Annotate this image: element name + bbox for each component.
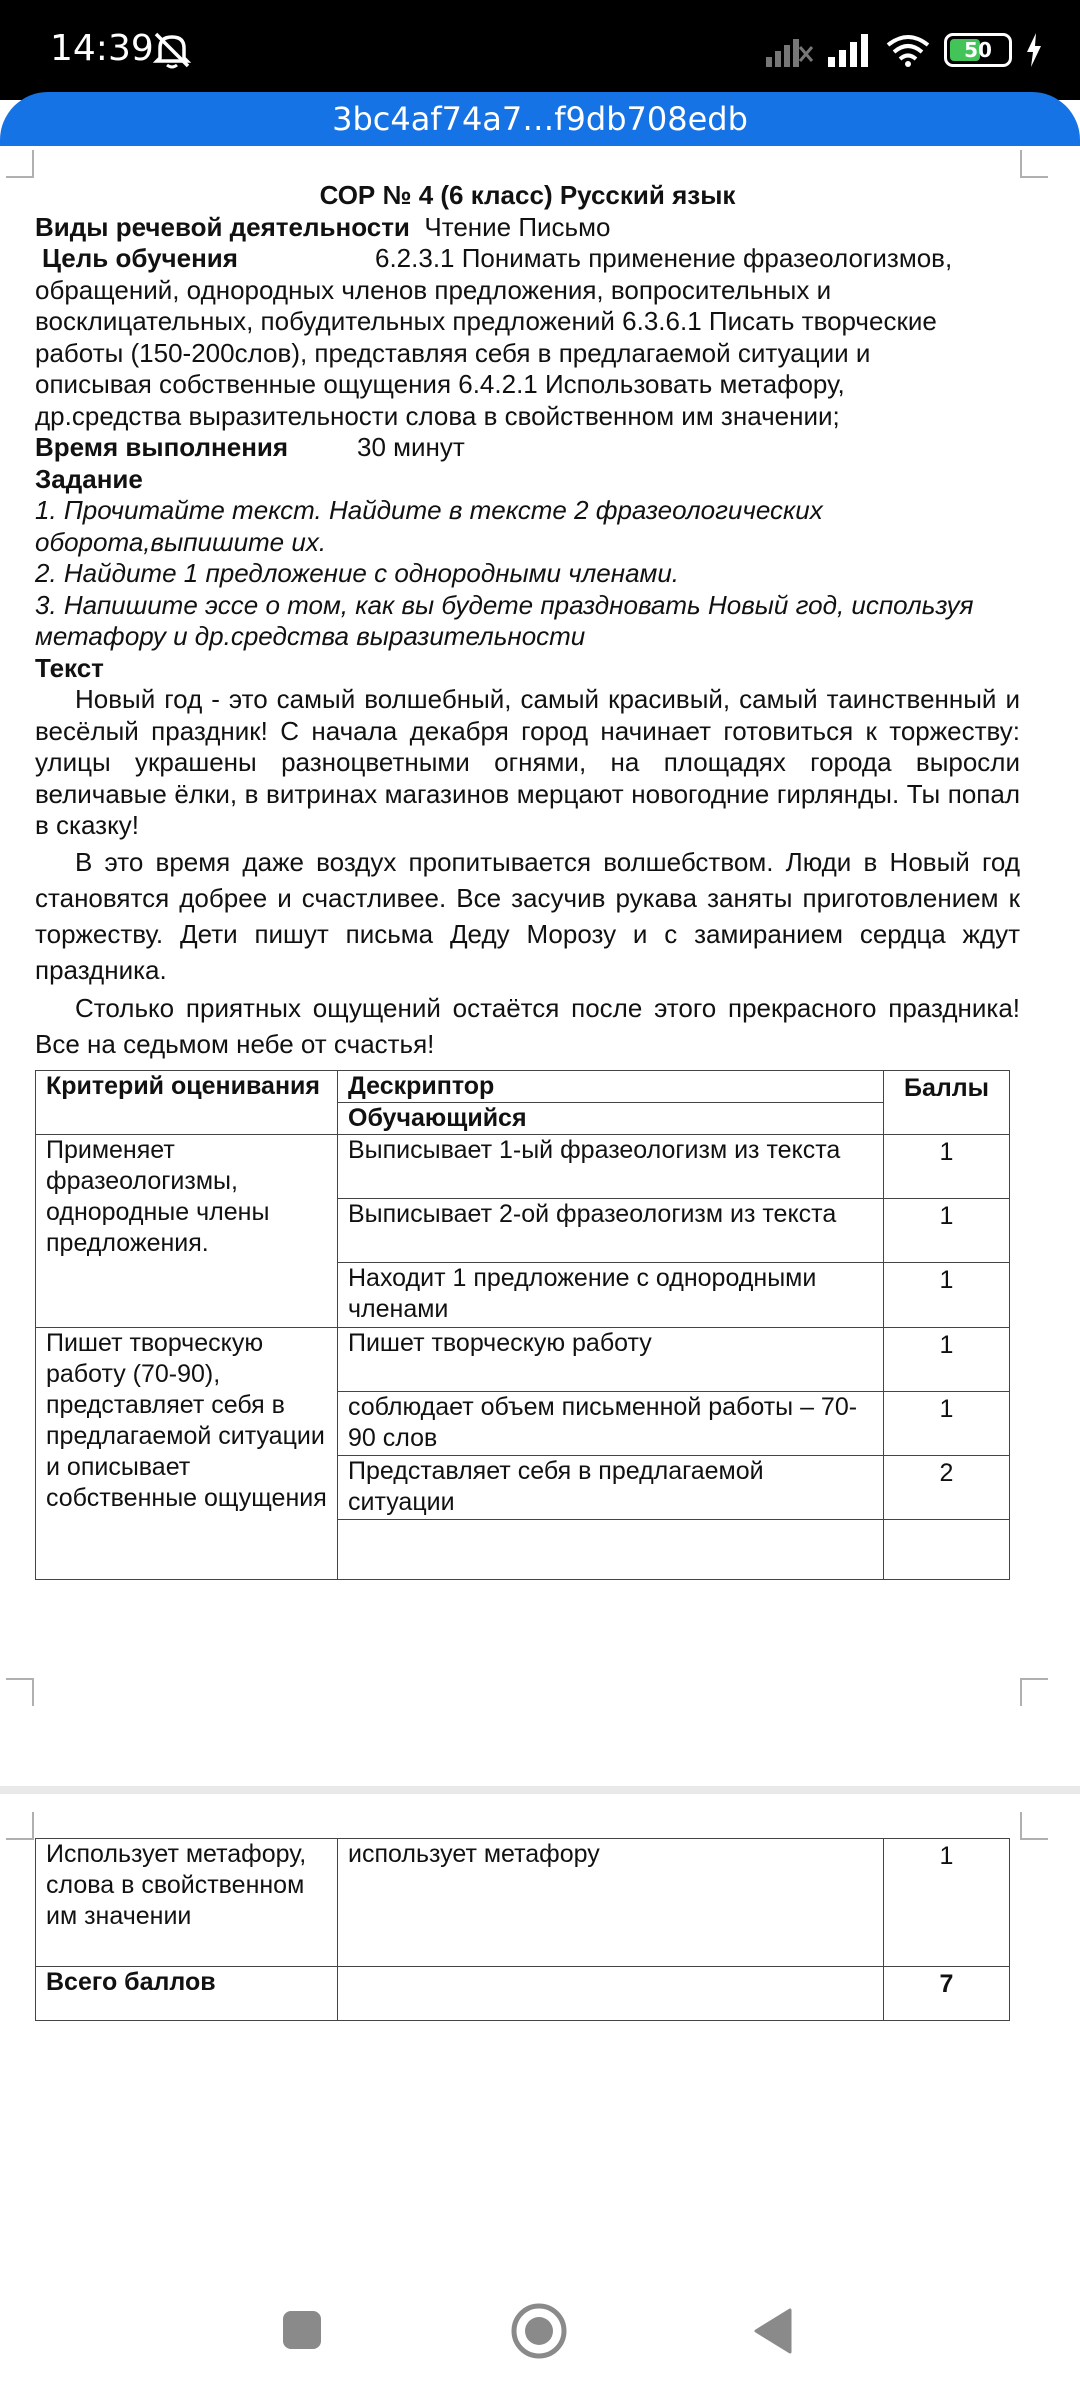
descriptor-cell: Выписывает 1-ый фразеологизм из текста (338, 1135, 884, 1199)
time-row (35, 432, 1020, 464)
task-label: Задание (35, 463, 143, 494)
text-label: Текст (35, 652, 104, 683)
status-icons (766, 30, 1042, 70)
learning-goal-line-5: описывая собственные ощущения 6.4.2.1 Использовать метафору, (35, 369, 845, 399)
time-value: 30 минут (357, 432, 465, 462)
learning-goal-line-1: 6.2.3.1 Понимать применение фразеологизмов, (375, 243, 953, 273)
speech-types-label: Виды речевой деятельности (35, 211, 410, 242)
points-cell: 2 (884, 1456, 1010, 1520)
text-paragraph-2: В это время даже воздух пропитывается волшебством. Люди в Новый год становятся добрее и счастливее. Все засучив рукава заняты приготовлением к торжеству. Дети пишут письма Деду Морозу и с замиранием сердца ждут праздника. (35, 846, 1020, 985)
points-cell: 1 (884, 1199, 1010, 1263)
table-row (36, 1328, 1010, 1392)
header-criterion: Критерий оценивания (36, 1071, 338, 1135)
page-corner-mark (1020, 1678, 1048, 1706)
descriptor-cell: использует метафору (338, 1839, 884, 1967)
learning-goal-line-4: работы (150-200слов), представляя себя в предлагаемой ситуации и (35, 337, 871, 368)
descriptor-cell: Находит 1 предложение с однородными членами (338, 1263, 884, 1328)
page-corner-mark (6, 1812, 34, 1840)
criterion-cell: Применяет фразеологизмы, однородные члены предложения. (36, 1135, 338, 1328)
assessment-table-continued (35, 1838, 1010, 2021)
task-line-2: оборота,выпишите их. (35, 526, 327, 557)
page-corner-mark (1020, 1812, 1048, 1840)
text-paragraph-3: Столько приятных ощущений остаётся после этого прекрасного праздника! Все на седьмом небе от счастья! (35, 992, 1020, 1059)
task-line-5: метафору и др.средства выразительности (35, 621, 586, 651)
page-corner-mark (6, 1678, 34, 1706)
descriptor-cell: Выписывает 2-ой фразеологизм из текста (338, 1199, 884, 1263)
page-separator (0, 1786, 1080, 1794)
descriptor-cell: Представляет себя в предлагаемой ситуации (338, 1456, 884, 1520)
time-label: Время выполнения (35, 432, 289, 462)
file-name: 3bc4af74a7…f9db708edb (332, 100, 748, 138)
charging-icon (1026, 33, 1042, 67)
text-paragraph-1: Новый год - это самый волшебный, самый красивый, самый таинственный и весёлый праздник! С начала декабря город начинает готовиться к торжеству: улицы украшены разноцветными огнями, на площадях города выросли величавые ёлки, в витринах магазинов мерцают новогодние гирлянды. Ты попал в сказку! (35, 684, 1020, 840)
descriptor-cell: соблюдает объем письменной работы – 70-90 слов (338, 1392, 884, 1456)
points-cell: 1 (884, 1135, 1010, 1199)
total-label: Всего баллов (36, 1967, 338, 2021)
back-button[interactable] (752, 2308, 794, 2354)
header-points: Баллы (884, 1071, 1010, 1135)
points-cell: 1 (884, 1392, 1010, 1456)
criterion-cell: Пишет творческую работу (70-90), представляет себя в предлагаемой ситуации и описывает собственные ощущения (36, 1328, 338, 1580)
points-cell: 1 (884, 1263, 1010, 1328)
speech-types-value: Чтение Письмо (424, 211, 611, 242)
learning-goal-row (35, 243, 1020, 432)
wifi-icon (886, 33, 930, 67)
table-row (36, 1135, 1010, 1199)
descriptor-cell: Пишет творческую работу (338, 1328, 884, 1392)
learning-goal-line-3: восклицательных, побудительных предложений 6.3.6.1 Писать творческие (35, 306, 937, 336)
home-button[interactable] (510, 2302, 568, 2360)
points-cell: 1 (884, 1839, 1010, 1967)
header-descriptor: Дескриптор (338, 1071, 884, 1103)
signal-crossed-icon (766, 33, 814, 67)
task-line-1: 1. Прочитайте текст. Найдите в тексте 2 фразеологических (35, 495, 823, 525)
navigation-bar (0, 2270, 1080, 2400)
document-title: СОР № 4 (6 класс) Русский язык (319, 180, 736, 210)
points-cell-empty (884, 1520, 1010, 1580)
do-not-disturb-icon (150, 28, 194, 72)
learning-goal-line-6: др.средства выразительности слова в свойственном им значении; (35, 400, 840, 431)
assessment-table (35, 1070, 1010, 1580)
learning-goal-line-2: обращений, однородных членов предложения, вопросительных и (35, 274, 832, 305)
table-row (36, 1839, 1010, 1967)
task-line-4: 3. Напишите эссе о том, как вы будете праздновать Новый год, используя (35, 589, 974, 620)
total-row (36, 1967, 1010, 2021)
criterion-cell: Использует метафору, слова в свойственном им значении (36, 1839, 338, 1967)
page-corner-mark (1020, 150, 1048, 178)
document-page-1 (35, 180, 1020, 1062)
file-title-bar (0, 92, 1080, 146)
total-value: 7 (884, 1967, 1010, 2021)
speech-types-row (35, 212, 1020, 244)
task-line-3: 2. Найдите 1 предложение с однородными членами. (35, 558, 680, 588)
learning-goal-label: Цель обучения (42, 243, 238, 273)
descriptor-cell-empty (338, 1520, 884, 1580)
points-cell: 1 (884, 1328, 1010, 1392)
recents-button[interactable] (282, 2310, 322, 2350)
battery-level: 50 (964, 38, 992, 62)
clock: 14:39 (50, 28, 154, 69)
battery-icon (944, 33, 1012, 67)
status-bar (0, 0, 1080, 100)
page-corner-mark (6, 150, 34, 178)
signal-icon (828, 33, 872, 67)
total-descriptor-empty (338, 1967, 884, 2021)
header-student: Обучающийся (338, 1103, 884, 1135)
